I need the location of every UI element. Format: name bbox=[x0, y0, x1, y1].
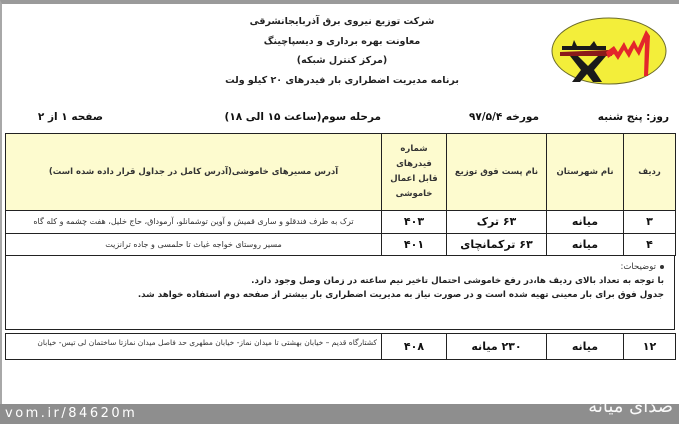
column-header-feeder: شماره فیدرهای قابل اعمال خاموشی bbox=[382, 134, 447, 211]
city-cell: میانه bbox=[547, 233, 624, 256]
org-name: شرکت توزیع نیروی برق آذربایجانشرقی bbox=[249, 16, 435, 27]
note-line: جدول فوق برای بار معینی تهیه شده است و در صورت نیاز به مدیریت اضطراری بار بیشتر از صفحه دوم استفاده خواهد شد. bbox=[137, 290, 664, 300]
table-row bbox=[6, 334, 676, 360]
phase-label: مرحله سوم(ساعت ۱۵ الی ۱۸) bbox=[224, 111, 381, 123]
table-header-row bbox=[6, 134, 676, 211]
feeder-cell: ۴۰۸ bbox=[382, 334, 447, 360]
row-number: ۴ bbox=[624, 233, 676, 256]
day-label: روز: پنج شنبه bbox=[597, 111, 669, 123]
notes-title bbox=[16, 260, 664, 274]
substation-cell: ۲۳۰ میانه bbox=[447, 334, 547, 360]
note-line: با توجه به تعداد بالای ردیف ها،در رفع خاموشی احتمال تاخیر نیم ساعته در زمان وصل وجود دارد. bbox=[251, 276, 664, 286]
source-url: vom.ir/84620m bbox=[5, 406, 138, 421]
column-header-city: نام شهرستان bbox=[547, 134, 624, 211]
column-header-row-number: ردیف bbox=[624, 134, 676, 211]
notes-title-text: توضیحات: bbox=[620, 262, 656, 272]
substation-cell: ۶۳ ترکمانچای bbox=[447, 233, 547, 256]
column-header-substation: نام پست فوق توزیع bbox=[447, 134, 547, 211]
notes-section bbox=[5, 256, 675, 330]
date-label: مورخه ۹۷/۵/۴ bbox=[468, 111, 539, 123]
city-cell: میانه bbox=[547, 334, 624, 360]
document-title: برنامه مدیریت اضطراری بار فیدرهای ۲۰ کیلو ولت bbox=[225, 74, 459, 86]
page-number: صفحه ۱ از ۲ bbox=[37, 111, 103, 123]
bullet-icon bbox=[660, 265, 664, 269]
feeder-cell: ۴۰۳ bbox=[382, 211, 447, 234]
org-department: معاونت بهره برداری و دیسپاچینگ bbox=[263, 35, 421, 47]
outage-table bbox=[5, 133, 676, 256]
table-row bbox=[6, 211, 676, 234]
substation-cell: ۶۳ ترک bbox=[447, 211, 547, 234]
info-bar bbox=[2, 108, 679, 130]
row-number: ۳ bbox=[624, 211, 676, 234]
column-header-address: آدرس مسیرهای خاموشی(آدرس کامل در جداول قرار داده شده است) bbox=[6, 134, 382, 211]
address-cell: مسیر روستای خواجه غیاث تا حلمسی و جاده ترانزیت bbox=[6, 233, 382, 256]
outage-table-continued bbox=[5, 333, 676, 360]
brand-watermark: صدای میانه bbox=[588, 396, 673, 417]
org-unit: (مرکز کنترل شبکه) bbox=[296, 55, 388, 66]
power-company-logo-icon bbox=[550, 16, 668, 86]
feeder-cell: ۴۰۱ bbox=[382, 233, 447, 256]
watermark-bar bbox=[0, 396, 679, 424]
row-number: ۱۲ bbox=[624, 334, 676, 360]
address-cell: کشتارگاه قدیم – خیابان بهشتی تا میدان نماز- خیابان مطهری حد فاصل میدان نمازتا ساختمان لی تیس- خیابان bbox=[6, 334, 382, 360]
organization-header bbox=[122, 12, 562, 90]
city-cell: میانه bbox=[547, 211, 624, 234]
address-cell: ترک به طرف فندقلو و ساری قمیش و آوین توشمانلو، آرموداق، حاج خلیل، هفت چشمه و کله گاه bbox=[6, 211, 382, 234]
table-row bbox=[6, 233, 676, 256]
